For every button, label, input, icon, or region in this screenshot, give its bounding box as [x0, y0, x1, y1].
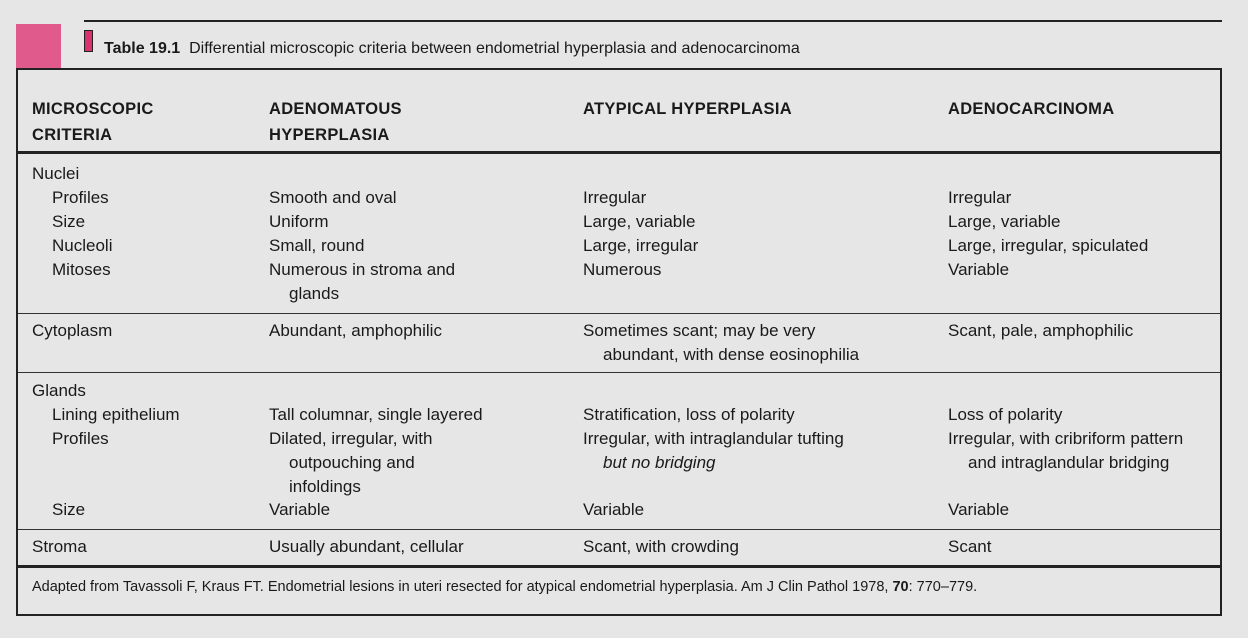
header-criteria-line2: CRITERIA — [32, 126, 113, 144]
header-adenomatous-line2: HYPERPLASIA — [269, 126, 390, 144]
glands-size-adenocarcinoma: Variable — [948, 500, 1010, 519]
header-adenomatous — [269, 96, 402, 148]
glands-profiles-label: Profiles — [52, 429, 109, 448]
cytoplasm-label: Cytoplasm — [32, 321, 113, 340]
nuclei-profiles-label: Profiles — [52, 188, 109, 207]
footnote-text: Adapted from Tavassoli F, Kraus FT. Endometrial lesions in uteri resected for atypical endometrial hyperplasia. Am J Clin Pathol 1978, — [32, 579, 893, 595]
header-adenomatous-line1: ADENOMATOUS — [269, 100, 402, 118]
nuclei-size-adenocarcinoma: Large, variable — [948, 212, 1061, 231]
glands-lining-adenocarcinoma: Loss of polarity — [948, 405, 1063, 424]
nuclei-mitoses-adenomatous: Numerous in stroma and — [269, 260, 456, 279]
nuclei-adenomatous-col — [269, 186, 455, 306]
table-footnote — [32, 579, 977, 595]
stroma-adenocarcinoma: Scant — [948, 537, 992, 556]
stroma-label: Stroma — [32, 537, 87, 556]
cytoplasm-atypical-line1: Sometimes scant; may be very — [583, 321, 816, 340]
nuclei-mitoses-adenocarcinoma: Variable — [948, 260, 1010, 279]
nuclei-mitoses-label: Mitoses — [52, 260, 111, 279]
decorative-color-block — [16, 24, 61, 68]
header-adenocarcinoma — [948, 96, 1114, 122]
nuclei-rule — [18, 313, 1220, 314]
glands-profiles-atypical: Irregular, with intraglandular tufting — [583, 429, 844, 448]
footnote-pages: : 770–779. — [908, 579, 978, 595]
header-adenocarcinoma-line1: ADENOCARCINOMA — [948, 100, 1115, 118]
title-marker — [84, 30, 93, 52]
nuclei-mitoses-adenomatous-cont: glands — [289, 284, 340, 303]
footnote-volume: 70 — [892, 579, 909, 595]
stroma-rule — [18, 565, 1220, 568]
nuclei-profiles-adenomatous: Smooth and oval — [269, 188, 397, 207]
cytoplasm-atypical — [583, 319, 859, 367]
glands-profiles-atypical-cont: but no bridging — [603, 453, 716, 472]
nuclei-size-adenomatous: Uniform — [269, 212, 329, 231]
glands-rule — [18, 529, 1220, 530]
table-label: Table 19.1 — [104, 40, 181, 57]
header-atypical — [583, 96, 792, 122]
nuclei-nucleoli-label: Nucleoli — [52, 236, 113, 255]
nuclei-mitoses-atypical: Numerous — [583, 260, 662, 279]
nuclei-nucleoli-atypical: Large, irregular — [583, 236, 699, 255]
glands-size-adenomatous: Variable — [269, 500, 331, 519]
nuclei-heading: Nuclei — [32, 164, 80, 183]
glands-adenocarcinoma-col — [948, 403, 1183, 475]
cytoplasm-adenocarcinoma: Scant, pale, amphophilic — [948, 321, 1134, 340]
glands-size-label: Size — [52, 500, 86, 519]
nuclei-size-label: Size — [52, 212, 86, 231]
nuclei-profiles-atypical: Irregular — [583, 188, 647, 207]
table-title-bar — [84, 20, 1222, 70]
glands-profiles-adenocarcinoma-cont: and intraglandular bridging — [968, 453, 1170, 472]
glands-lining-atypical: Stratification, loss of polarity — [583, 405, 795, 424]
glands-lining-label: Lining epithelium — [52, 405, 180, 424]
nuclei-criteria-col — [32, 162, 112, 282]
glands-profiles-adenomatous: Dilated, irregular, with — [269, 429, 433, 448]
header-rule — [18, 151, 1220, 154]
header-atypical-line1: ATYPICAL HYPERPLASIA — [583, 100, 792, 118]
cytoplasm-rule — [18, 372, 1220, 373]
header-criteria-line1: MICROSCOPIC — [32, 100, 154, 118]
glands-size-atypical: Variable — [583, 500, 645, 519]
glands-atypical-col — [583, 403, 844, 475]
glands-heading: Glands — [32, 381, 86, 400]
glands-criteria-col — [32, 379, 180, 451]
glands-profiles-adenocarcinoma: Irregular, with cribriform pattern — [948, 429, 1184, 448]
nuclei-adenocarcinoma-col — [948, 186, 1148, 282]
criteria-table — [16, 68, 1222, 616]
stroma-atypical: Scant, with crowding — [583, 537, 739, 556]
table-title — [104, 40, 800, 58]
header-criteria — [32, 96, 154, 148]
nuclei-nucleoli-adenocarcinoma: Large, irregular, spiculated — [948, 236, 1149, 255]
table-caption: Differential microscopic criteria between endometrial hyperplasia and adenocarcinoma — [189, 40, 800, 57]
stroma-adenomatous: Usually abundant, cellular — [269, 537, 464, 556]
nuclei-nucleoli-adenomatous: Small, round — [269, 236, 365, 255]
glands-profiles-adenomatous-cont1: outpouching and — [289, 453, 415, 472]
nuclei-size-atypical: Large, variable — [583, 212, 696, 231]
glands-lining-adenomatous: Tall columnar, single layered — [269, 405, 483, 424]
nuclei-profiles-adenocarcinoma: Irregular — [948, 188, 1012, 207]
glands-profiles-adenomatous-cont2: infoldings — [289, 477, 361, 496]
cytoplasm-adenomatous: Abundant, amphophilic — [269, 321, 442, 340]
cytoplasm-atypical-line2: abundant, with dense eosinophilia — [603, 345, 860, 364]
glands-adenomatous-col — [269, 403, 483, 499]
nuclei-atypical-col — [583, 186, 698, 282]
